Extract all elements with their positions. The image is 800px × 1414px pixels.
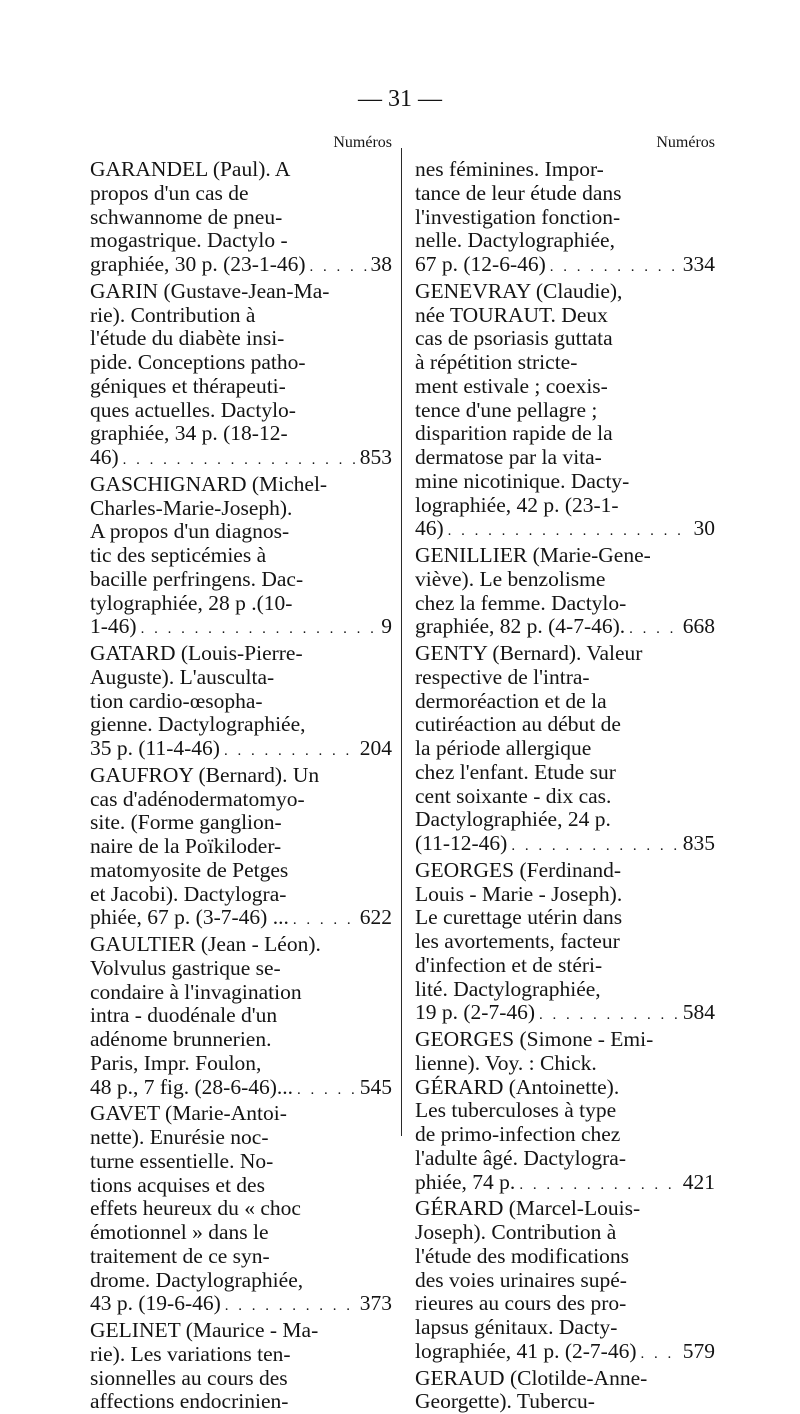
entry-line: viève). Le benzolisme [415, 568, 715, 592]
dot-leader [297, 1079, 356, 1103]
entry-line: tic des septicémies à [90, 544, 392, 568]
entry-number: 668 [683, 615, 715, 639]
dot-leader [448, 520, 690, 544]
entry-line: cutiréaction au début de [415, 713, 715, 737]
bibliography-entry [415, 859, 715, 1028]
right-column [415, 134, 715, 1414]
entry-line: sionnelles au cours des [90, 1367, 392, 1391]
entry-line: dermatose par la vita- [415, 446, 715, 470]
entry-list [90, 158, 392, 1414]
entry-line-text: graphiée, 30 p. (23-1-46) [90, 253, 306, 277]
bibliography-entry [90, 1319, 392, 1414]
entry-line-text: 48 p., 7 fig. (28-6-46)... [90, 1076, 293, 1100]
entry-line: d'infection et de stéri- [415, 954, 715, 978]
entry-line: tylographiée, 28 p .(10- [90, 592, 392, 616]
entry-line: rieures au cours des pro- [415, 1292, 715, 1316]
entry-line: intra - duodénale d'un [90, 1004, 392, 1028]
entry-line: turne essentielle. No- [90, 1150, 392, 1174]
entry-final-line [90, 906, 392, 933]
entry-line: émotionnel » dans le [90, 1221, 392, 1245]
entry-line-text: 19 p. (2-7-46) [415, 1001, 535, 1025]
entry-final-line [90, 737, 392, 764]
entry-line: GAUFROY (Bernard). Un [90, 764, 392, 788]
entry-line-text: (11-12-46) [415, 832, 507, 856]
entry-line: ment estivale ; coexis- [415, 375, 715, 399]
entry-line: GENILLIER (Marie-Gene- [415, 544, 715, 568]
entry-line: drome. Dactylographiée, [90, 1269, 392, 1293]
dot-leader [641, 1343, 679, 1367]
entry-line: l'investigation fonction- [415, 206, 715, 230]
entry-final-line [415, 832, 715, 859]
entry-line: née TOURAUT. Deux [415, 304, 715, 328]
entry-line: Dactylographiée, 24 p. [415, 808, 715, 832]
entry-line: dermoréaction et de la [415, 690, 715, 714]
numeros-header: Numéros [90, 134, 392, 152]
entry-line: chez l'enfant. Etude sur [415, 761, 715, 785]
entry-line: Georgette). Tubercu- [415, 1390, 715, 1414]
entry-line-text: 46) [90, 446, 119, 470]
entry-final-line [90, 1292, 392, 1319]
entry-line: rie). Les variations ten- [90, 1343, 392, 1367]
entry-line: Auguste). L'ausculta- [90, 666, 392, 690]
bibliography-entry [415, 158, 715, 280]
entry-line: site. (Forme ganglion- [90, 811, 392, 835]
entry-line: gienne. Dactylographiée, [90, 713, 392, 737]
entry-line: la période allergique [415, 737, 715, 761]
entry-line: GELINET (Maurice - Ma- [90, 1319, 392, 1343]
column-divider [401, 148, 402, 1136]
bibliography-entry [90, 473, 392, 642]
entry-final-line [415, 253, 715, 280]
bibliography-entry [90, 933, 392, 1102]
entry-line: disparition rapide de la [415, 422, 715, 446]
entry-line: Volvulus gastrique se- [90, 957, 392, 981]
entry-line: Paris, Impr. Foulon, [90, 1052, 392, 1076]
bibliography-entry [415, 280, 715, 544]
entry-line: condaire à l'invagination [90, 981, 392, 1005]
entry-line: mogastrique. Dactylo - [90, 229, 392, 253]
dot-leader [519, 1174, 678, 1198]
entry-final-line [90, 446, 392, 473]
entry-number: 622 [360, 906, 392, 930]
bibliography-entry [415, 544, 715, 642]
entry-number: 30 [694, 517, 716, 541]
entry-number: 584 [683, 1001, 715, 1025]
entry-line: adénome brunnerien. [90, 1028, 392, 1052]
dot-leader [225, 1295, 356, 1319]
entry-line-text: lographiée, 41 p. (2-7-46) [415, 1340, 637, 1364]
entry-line: bacille perfringens. Dac- [90, 568, 392, 592]
entry-final-line [415, 615, 715, 642]
entry-final-line [415, 1340, 715, 1367]
entry-line-text: 46) [415, 517, 444, 541]
entry-line-text: 1-46) [90, 615, 137, 639]
entry-number: 545 [360, 1076, 392, 1100]
bibliography-entry [90, 764, 392, 933]
entry-final-line [415, 517, 715, 544]
entry-line: GEORGES (Ferdinand- [415, 859, 715, 883]
entry-line: nette). Enurésie noc- [90, 1126, 392, 1150]
bibliography-entry [90, 642, 392, 764]
entry-number: 9 [381, 615, 392, 639]
entry-line: l'étude des modifications [415, 1245, 715, 1269]
entry-line: GASCHIGNARD (Michel- [90, 473, 392, 497]
entry-line: GENTY (Bernard). Valeur [415, 642, 715, 666]
entry-line: affections endocrinien- [90, 1390, 392, 1414]
entry-line: Charles-Marie-Joseph). [90, 497, 392, 521]
entry-line: schwannome de pneu- [90, 206, 392, 230]
bibliography-entry [415, 1197, 715, 1366]
entry-final-line [90, 615, 392, 642]
dot-leader [629, 618, 679, 642]
entry-line: Les tuberculoses à type [415, 1099, 715, 1123]
entry-line: et Jacobi). Dactylogra- [90, 883, 392, 907]
bibliography-entry [90, 158, 392, 280]
entry-line: A propos d'un diagnos- [90, 520, 392, 544]
entry-line: Louis - Marie - Joseph). [415, 883, 715, 907]
dot-leader [310, 256, 367, 280]
entry-line: propos d'un cas de [90, 182, 392, 206]
entry-line: cas de psoriasis guttata [415, 327, 715, 351]
entry-line: des voies urinaires supé- [415, 1269, 715, 1293]
entry-line: nes féminines. Impor- [415, 158, 715, 182]
entry-list [415, 158, 715, 1414]
entry-line: nelle. Dactylographiée, [415, 229, 715, 253]
entry-line: graphiée, 34 p. (18-12- [90, 422, 392, 446]
entry-line: l'étude du diabète insi- [90, 327, 392, 351]
bibliography-entry [90, 1102, 392, 1319]
entry-line: tence d'une pellagre ; [415, 399, 715, 423]
entry-line: tance de leur étude dans [415, 182, 715, 206]
entry-line: lité. Dactylographiée, [415, 978, 715, 1002]
entry-line: GÉRARD (Antoinette). [415, 1076, 715, 1100]
entry-number: 853 [360, 446, 392, 470]
entry-line: GATARD (Louis-Pierre- [90, 642, 392, 666]
entry-final-line [90, 253, 392, 280]
entry-line: pide. Conceptions patho- [90, 351, 392, 375]
entry-number: 204 [360, 737, 392, 761]
entry-line: lapsus génitaux. Dacty- [415, 1316, 715, 1340]
dot-leader [550, 256, 679, 280]
entry-line: tions acquises et des [90, 1174, 392, 1198]
entry-line: effets heureux du « choc [90, 1197, 392, 1221]
entry-line: GERAUD (Clotilde-Anne- [415, 1367, 715, 1391]
entry-line-text: 67 p. (12-6-46) [415, 253, 546, 277]
entry-line: Joseph). Contribution à [415, 1221, 715, 1245]
entry-line: les avortements, facteur [415, 930, 715, 954]
bibliography-entry [415, 1028, 715, 1076]
entry-line: cas d'adénodermatomyo- [90, 788, 392, 812]
bibliography-entry [90, 280, 392, 473]
dot-leader [224, 740, 356, 764]
entry-number: 421 [683, 1171, 715, 1195]
entry-line: matomyosite de Petges [90, 859, 392, 883]
entry-line: GAVET (Marie-Antoi- [90, 1102, 392, 1126]
entry-line: lienne). Voy. : Chick. [415, 1052, 715, 1076]
entry-line: mine nicotinique. Dacty- [415, 470, 715, 494]
bibliography-entry [415, 1076, 715, 1198]
page-number: — 31 — [0, 86, 800, 113]
entry-line: géniques et thérapeuti- [90, 375, 392, 399]
bibliography-entry [415, 1367, 715, 1414]
entry-number: 373 [360, 1292, 392, 1316]
entry-line: tion cardio-œsopha- [90, 690, 392, 714]
entry-line: ques actuelles. Dactylo- [90, 399, 392, 423]
bibliography-entry [415, 642, 715, 859]
entry-final-line [415, 1001, 715, 1028]
entry-line: Le curettage utérin dans [415, 906, 715, 930]
entry-line-text: phiée, 67 p. (3-7-46) ... [90, 906, 289, 930]
entry-line: GARIN (Gustave-Jean-Ma- [90, 280, 392, 304]
entry-line: rie). Contribution à [90, 304, 392, 328]
numeros-header: Numéros [415, 134, 715, 152]
entry-final-line [415, 1171, 715, 1198]
entry-line: chez la femme. Dactylo- [415, 592, 715, 616]
entry-line-text: graphiée, 82 p. (4-7-46). [415, 615, 625, 639]
entry-line: cent soixante - dix cas. [415, 785, 715, 809]
entry-line: GÉRARD (Marcel-Louis- [415, 1197, 715, 1221]
entry-line: à répétition stricte- [415, 351, 715, 375]
entry-line: respective de l'intra- [415, 666, 715, 690]
dot-leader [123, 449, 356, 473]
entry-line: GEORGES (Simone - Emi- [415, 1028, 715, 1052]
entry-line: GENEVRAY (Claudie), [415, 280, 715, 304]
entry-number: 579 [683, 1340, 715, 1364]
entry-line-text: phiée, 74 p. [415, 1171, 515, 1195]
dot-leader [511, 835, 678, 859]
entry-line: traitement de ce syn- [90, 1245, 392, 1269]
entry-number: 334 [683, 253, 715, 277]
entry-line: GARANDEL (Paul). A [90, 158, 392, 182]
entry-line: de primo-infection chez [415, 1123, 715, 1147]
entry-line: l'adulte âgé. Dactylogra- [415, 1147, 715, 1171]
entry-line: lographiée, 42 p. (23-1- [415, 494, 715, 518]
entry-number: 835 [683, 832, 715, 856]
entry-number: 38 [371, 253, 393, 277]
entry-line: naire de la Poïkiloder- [90, 835, 392, 859]
entry-line-text: 35 p. (11-4-46) [90, 737, 220, 761]
dot-leader [539, 1004, 679, 1028]
dot-leader [141, 618, 378, 642]
dot-leader [293, 909, 356, 933]
entry-line: GAULTIER (Jean - Léon). [90, 933, 392, 957]
entry-final-line [90, 1076, 392, 1103]
left-column [90, 134, 392, 1414]
entry-line-text: 43 p. (19-6-46) [90, 1292, 221, 1316]
